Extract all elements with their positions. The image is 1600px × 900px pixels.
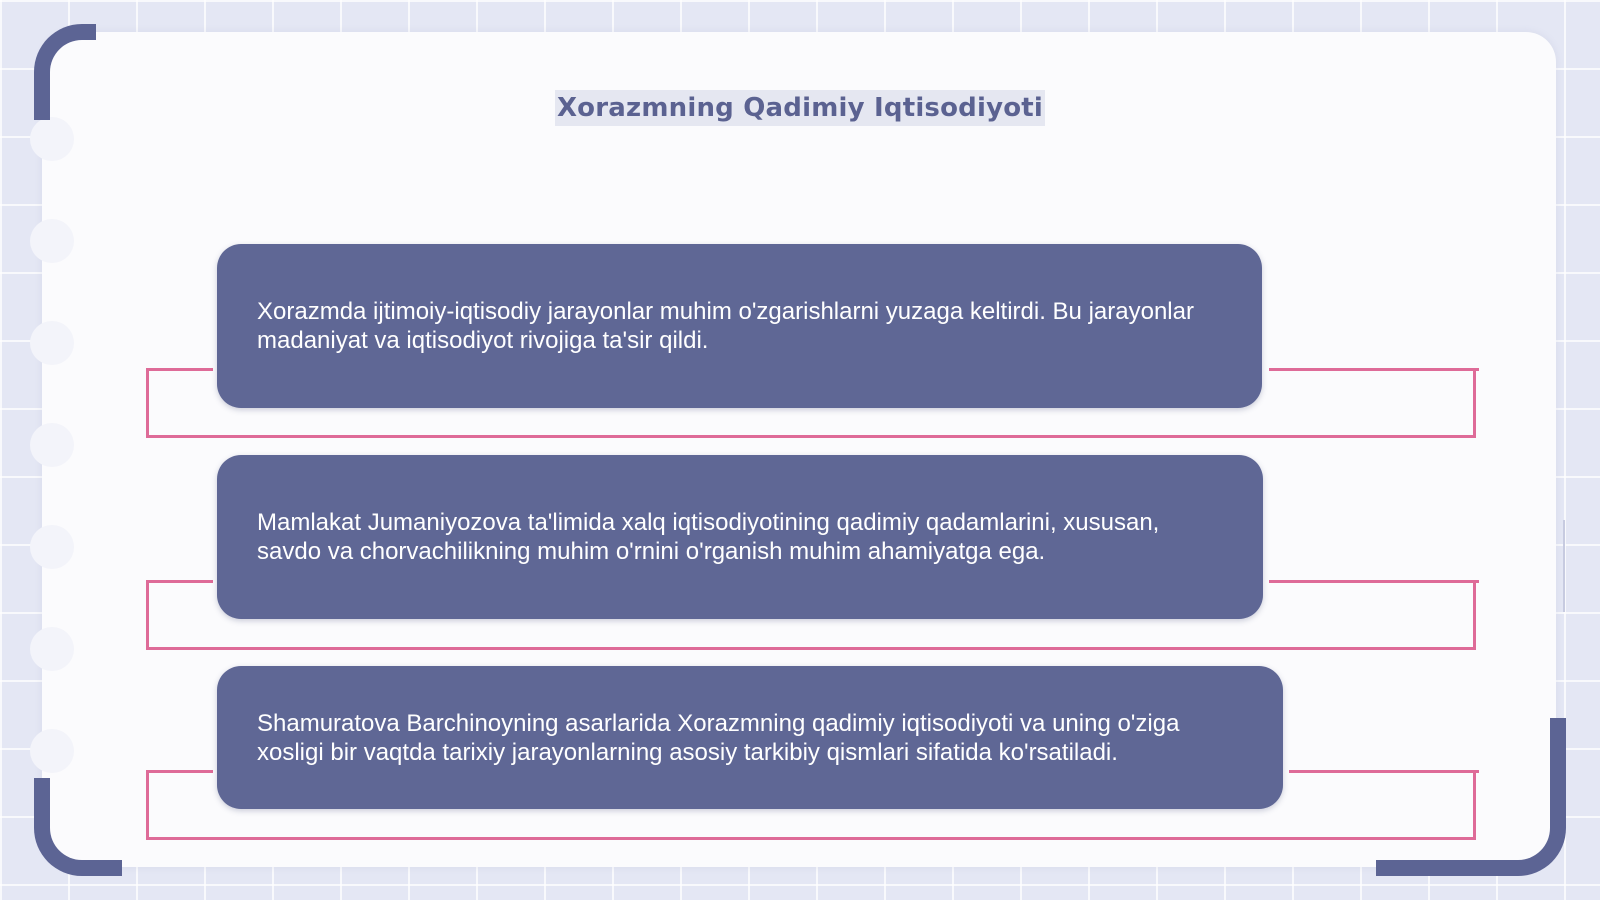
title-wrap <box>0 90 1600 126</box>
info-card <box>217 244 1262 408</box>
page-title: Xorazmning Qadimiy Iqtisodiyoti <box>555 90 1045 126</box>
info-card-text: Shamuratova Barchinoyning asarlarida Xorazmning qadimiy iqtisodiyoti va uning o'ziga xosligi bir vaqtda tarixiy jarayonlarning asosiy tarkibiy qismlari sifatida ko'rsatiladi. <box>257 709 1180 766</box>
info-card-text: Mamlakat Jumaniyozova ta'limida xalq iqtisodiyotining qadimiy qadamlarini, xususan, savdo va chorvachilikning muhim o'rnini o'rganish muhim ahamiyatga ega. <box>257 509 1160 565</box>
scallop-edge <box>30 627 74 671</box>
scallop-edge <box>30 423 74 467</box>
scallop-edge <box>30 525 74 569</box>
scallop-edge <box>30 321 74 365</box>
scallop-edge <box>30 219 74 263</box>
edge-tick <box>1563 520 1565 612</box>
scallop-edge <box>30 729 74 773</box>
info-card <box>217 666 1283 809</box>
corner-bracket-bottom-left <box>34 778 122 876</box>
info-card-text: Xorazmda ijtimoiy-iqtisodiy jarayonlar muhim o'zgarishlarni yuzaga keltirdi. Bu jarayonlar madaniyat va iqtisodiyot rivojiga ta'sir qildi. <box>257 298 1194 354</box>
info-card <box>217 455 1263 619</box>
